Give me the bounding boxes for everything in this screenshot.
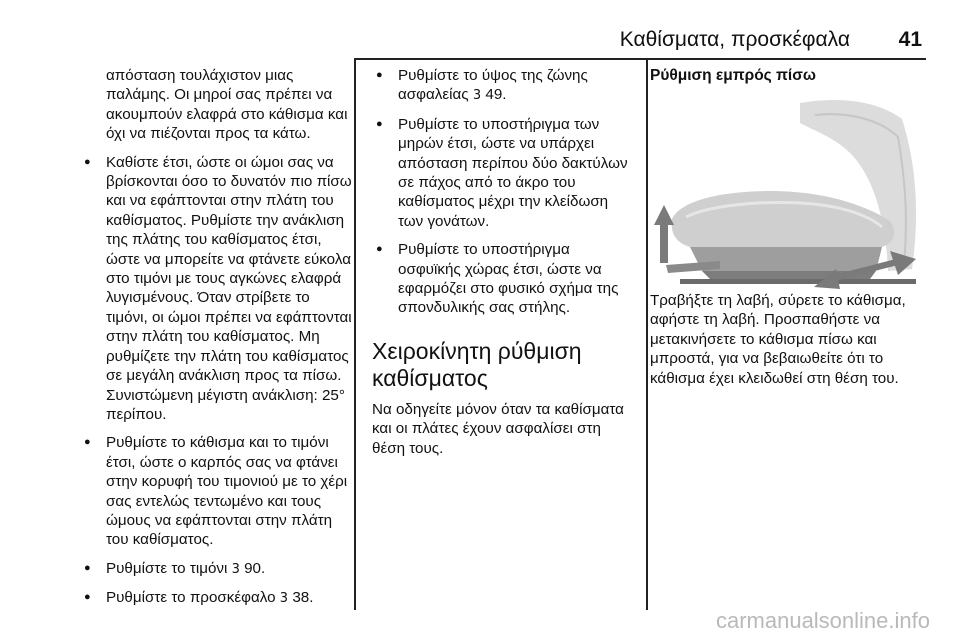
page-link[interactable]: 38.: [292, 589, 314, 607]
cross-reference-icon: 3: [231, 561, 240, 577]
bullet-steering-wheel: [80, 559, 352, 579]
bullet-text: Ρυθμίστε το ύψος της ζώνης ασφαλείας: [398, 67, 588, 104]
section-title: Χειροκίνητη ρύθμιση καθίσματος: [372, 337, 582, 391]
bullet-text: Ρυθμίστε το κάθισμα και το τιμόνι έτσι, ώστε ο καρπός σας να φτάνει στην κορυφή του τιμονιού με το χέρι σας εντελώς τεντωμένο και τους ώμους να εφάπτονται στην πλάτη του καθίσματος.: [106, 434, 348, 549]
bullet-lumbar-support: [372, 240, 634, 318]
column-divider-1: [354, 58, 356, 610]
seat-adjustment-illustration: [650, 93, 926, 291]
column-1: [80, 66, 352, 609]
continuation-paragraph: απόσταση τουλάχιστον μιας παλάμης. Οι μηροί σας πρέπει να ακουμπούν ελαφρά στο κάθισμα και όχι να πιέζονται προς τα κάτω.: [106, 67, 348, 143]
page-number: 41: [898, 28, 922, 51]
page-link[interactable]: 90.: [244, 559, 266, 577]
bullet-headrest: [80, 588, 352, 608]
watermark: carmanualsonline.info: [715, 608, 930, 633]
page-header: [0, 0, 960, 56]
header-rule: [356, 58, 926, 60]
bullet-thigh-support: [372, 115, 634, 231]
cross-reference-icon: 3: [279, 591, 289, 607]
bullet-shoulders: [80, 153, 352, 425]
illustration-caption: Τραβήξτε τη λαβή, σύρετε το κάθισμα, αφήστε τη λαβή. Προσπαθήστε να μετακινήσετε το κάθισμα πίσω και μπροστά, για να βεβαιωθείτε ότι το κάθισμα έχει κλειδωθεί στη θέση του.: [650, 292, 906, 387]
column-divider-2: [646, 58, 648, 610]
bullet-text: Ρυθμίστε το υποστήριγμα των μηρών έτσι, ώστε να υπάρχει απόσταση περίπου δύο δακτύλων σε πάχος από το άκρο του καθίσματος μέχρι την κλείδωση των γονάτων.: [398, 115, 628, 230]
bullet-text: Ρυθμίστε το υποστήριγμα οσφυϊκής χώρας έτσι, ώστε να εφαρμόζει στο φυσικό σχήμα της σπονδυλικής σας στήλης.: [398, 241, 619, 317]
bullet-belt-height: [372, 66, 634, 106]
column-3: [650, 66, 932, 388]
bullet-text: Καθίστε έτσι, ώστε οι ώμοι σας να βρίσκονται όσο το δυνατόν πιο πίσω και να εφάπτονται στην πλάτη του καθίσματος. Ρυθμίστε την ανάκλιση της πλάτης του καθίσματος έτσι, ώστε να μπορείτε να φτάνετε εύκολα στο τιμόνι με τους αγκώνες ελαφρά λυγισμένους. Όταν στρίβετε το τιμόνι, οι ώμοι πρέπει να εφάπτονται στην πλάτη του καθίσματος. Μη ρυθμίζετε την πλάτη του καθίσματος σε μεγάλη ανάκλιση προς τα πίσω. Συνιστώμενη μέγιστη ανάκλιση: 25° περίπου.: [106, 153, 352, 423]
page-link[interactable]: 49.: [485, 86, 507, 104]
sub-heading: Ρύθμιση εμπρός πίσω: [650, 67, 816, 84]
section-paragraph: Να οδηγείτε μόνον όταν τα καθίσματα και οι πλάτες έχουν ασφαλίσει στη θέση τους.: [372, 400, 624, 457]
bullet-steering-position: [80, 433, 352, 549]
cross-reference-icon: 3: [472, 88, 482, 104]
header-title: Καθίσματα, προσκέφαλα: [619, 28, 850, 51]
column-2: [372, 66, 634, 458]
bullet-text: Ρυθμίστε το τιμόνι: [106, 559, 228, 577]
bullet-text: Ρυθμίστε το προσκέφαλο: [106, 589, 276, 607]
